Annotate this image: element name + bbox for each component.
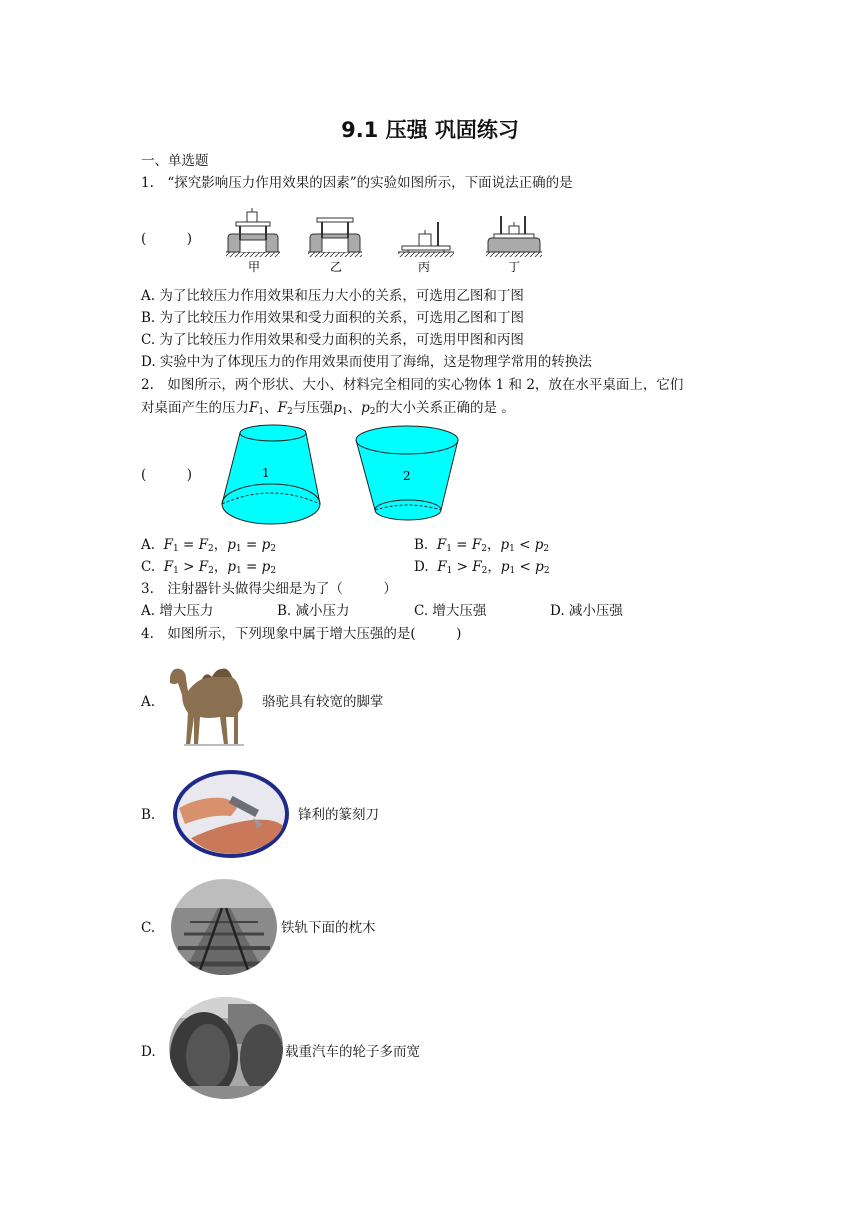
- figure-label-yi: 乙: [330, 260, 343, 274]
- q2-option-a: A. $F_1 = F_2$，$p_1 = p_2$: [141, 537, 276, 554]
- q1-option-d: D. 实验中为了体现压力的作用效果而使用了海绵，这是物理学常用的转换法: [141, 354, 592, 370]
- truck-wheels-image: [168, 996, 284, 1100]
- figure-label-ding: 丁: [508, 260, 521, 274]
- q4-stem: 4. 如图所示，下列现象中属于增大压强的是( ): [141, 626, 462, 642]
- q1-blank: ( ): [141, 231, 193, 247]
- q1-option-a: A. 为了比较压力作用效果和压力大小的关系，可选用乙图和丁图: [141, 288, 524, 304]
- object-1: [222, 425, 320, 524]
- q2-figure: [218, 424, 460, 528]
- figure-yi: [308, 218, 362, 257]
- q2-stem-line1: 2. 如图所示，两个形状、大小、材料完全相同的实心物体 1 和 2，放在水平桌面上，它们: [141, 377, 684, 393]
- q4-option-b-caption: 锋利的篆刻刀: [298, 807, 379, 823]
- q4-option-c-caption: 铁轨下面的枕木: [281, 920, 376, 936]
- q2-stem-line2: 对桌面产生的压力$F_1$、$F_2$与压强$p_1$、$p_2$的大小关系正确的是 。: [141, 400, 515, 417]
- object-2-label: 2: [403, 469, 411, 483]
- figure-label-bing: 丙: [418, 260, 431, 274]
- object-1-label: 1: [262, 466, 270, 480]
- figure-bing: [398, 222, 454, 257]
- q3-option-b: B. 减小压力: [277, 603, 350, 619]
- q1-option-c: C. 为了比较压力作用效果和受力面积的关系，可选用甲图和丙图: [141, 332, 524, 348]
- q3-option-d: D. 减小压强: [550, 603, 623, 619]
- q2-option-d: D. $F_1 > F_2$，$p_1 < p_2$: [414, 559, 550, 576]
- q4-option-a-caption: 骆驼具有较宽的脚掌: [262, 694, 384, 710]
- q4-option-a-letter: A.: [141, 694, 156, 710]
- q4-option-c-letter: C.: [141, 920, 156, 936]
- q3-option-c: C. 增大压强: [414, 603, 487, 619]
- camel-image: [164, 655, 254, 750]
- figure-label-jia: 甲: [248, 260, 261, 274]
- rail-tracks-image: [170, 878, 278, 976]
- q3-option-a: A. 增大压力: [141, 603, 214, 619]
- q4-option-b-letter: B.: [141, 807, 156, 823]
- q2-option-b: B. $F_1 = F_2$，$p_1 < p_2$: [414, 537, 550, 554]
- q4-option-d-letter: D.: [141, 1044, 156, 1060]
- section-heading: 一、单选题: [141, 153, 209, 169]
- figure-ding: [486, 216, 542, 257]
- carving-knife-image: [171, 768, 291, 860]
- page-title: 9.1 压强 巩固练习: [341, 118, 519, 142]
- q2-blank: ( ): [141, 467, 193, 483]
- q2-option-c: C. $F_1 > F_2$，$p_1 = p_2$: [141, 559, 277, 576]
- q4-option-d-caption: 载重汽车的轮子多而宽: [285, 1044, 420, 1060]
- q1-stem: 1. “探究影响压力作用效果的因素”的实验如图所示，下面说法正确的是: [141, 175, 573, 191]
- q1-figure: [218, 204, 548, 276]
- figure-jia: [226, 208, 280, 257]
- q1-option-b: B. 为了比较压力作用效果和受力面积的关系，可选用乙图和丁图: [141, 310, 525, 326]
- q3-stem: 3. 注射器针头做得尖细是为了（ ）: [141, 581, 397, 597]
- object-2: [356, 426, 458, 520]
